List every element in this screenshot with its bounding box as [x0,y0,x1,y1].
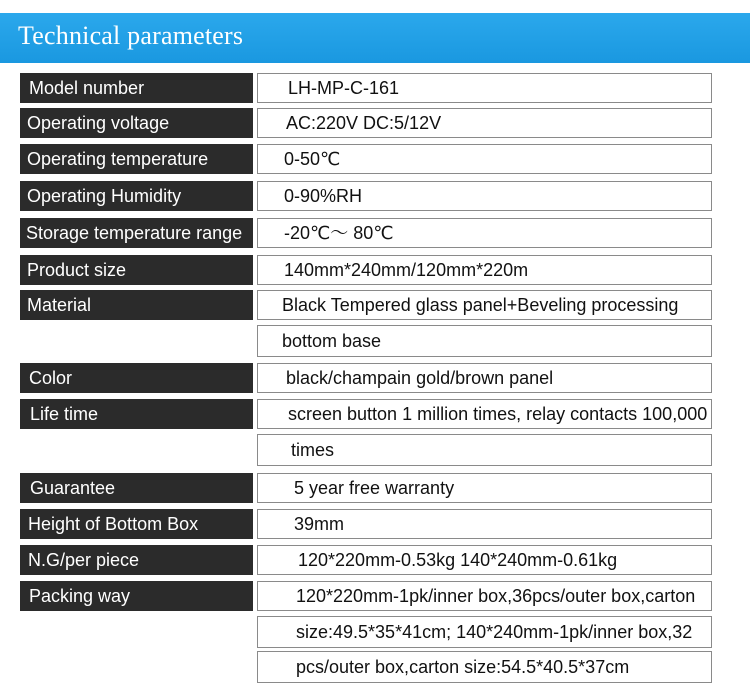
param-label: Operating temperature [20,144,253,174]
section-title: Technical parameters [18,21,244,50]
param-value-continued: size:49.5*35*41cm; 140*240mm-1pk/inner box,32 [257,616,712,648]
param-value: screen button 1 million times, relay contacts 100,000 [257,399,712,429]
param-row-color [0,363,750,393]
param-label: Guarantee [20,473,253,503]
param-label: Life time [20,399,253,429]
param-value-continued: pcs/outer box,carton size:54.5*40.5*37cm [257,651,712,683]
param-label: Product size [20,255,253,285]
param-value: 140mm*240mm/120mm*220m [257,255,712,285]
param-row-packing-way-cont-2 [0,651,750,681]
param-row-packing-way [0,581,750,611]
param-value: 39mm [257,509,712,539]
param-label: Storage temperature range [20,218,253,248]
param-row-material [0,290,750,320]
param-row-storage-temperature [0,218,750,248]
param-row-operating-humidity [0,181,750,211]
param-label: Operating Humidity [20,181,253,211]
param-label: Packing way [20,581,253,611]
param-row-guarantee [0,473,750,503]
param-row-life-time [0,399,750,429]
param-value: 0-50℃ [257,144,712,174]
param-row-model-number [0,73,750,103]
param-row-height-bottom-box [0,509,750,539]
param-value: 0-90%RH [257,181,712,211]
param-row-ng-per-piece [0,545,750,575]
param-value: -20℃～ 80℃ [257,218,712,248]
param-value: 120*220mm-1pk/inner box,36pcs/outer box,carton [257,581,712,611]
param-row-life-time-cont [0,434,750,464]
param-value-continued: times [257,434,712,466]
param-row-material-cont [0,325,750,355]
param-label: Model number [20,73,253,103]
section-header [0,13,750,63]
param-value: Black Tempered glass panel+Beveling processing [257,290,712,320]
param-label: Operating voltage [20,108,253,138]
param-value: 120*220mm-0.53kg 140*240mm-0.61kg [257,545,712,575]
param-row-product-size [0,255,750,285]
param-row-operating-voltage [0,108,750,138]
param-value: LH-MP-C-161 [257,73,712,103]
param-label: Color [20,363,253,393]
param-value-continued: bottom base [257,325,712,357]
param-value: AC:220V DC:5/12V [257,108,712,138]
param-row-operating-temperature [0,144,750,174]
param-value: black/champain gold/brown panel [257,363,712,393]
param-label: Height of Bottom Box [20,509,253,539]
param-value: 5 year free warranty [257,473,712,503]
param-label: Material [20,290,253,320]
param-label: N.G/per piece [20,545,253,575]
param-row-packing-way-cont-1 [0,616,750,646]
